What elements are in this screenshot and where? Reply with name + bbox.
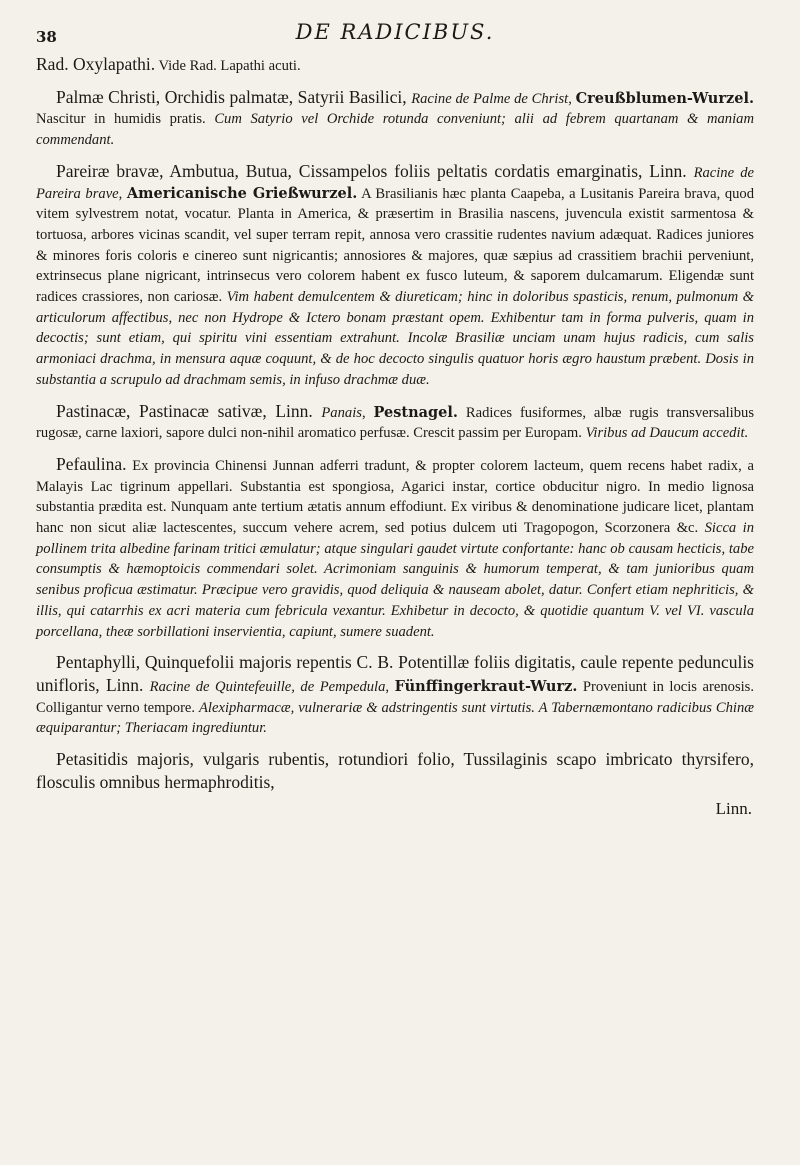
- german-name: Fünffingerkraut-Wurz.: [394, 677, 578, 695]
- german-name: Pestnagel.: [373, 403, 458, 421]
- running-head: [36, 18, 754, 48]
- entry-pentaphylli: [36, 652, 754, 739]
- entry-pefaulina: [36, 454, 754, 642]
- entry-head: Pefaulina.: [56, 453, 127, 474]
- german-name: Americanische Grießwurzel.: [126, 184, 358, 202]
- entry-body: Ex provincia Chinensi Junnan adferri tradunt, & propter colorem lacteum, quem recens habet radix, a Malayis Lac tigrinum appellari. Substantia est spongiosa, Agarici instar, cortice obducitur nigro. In medio lignosa substantia prædita est. Nunquam ante tertium ætatis annum effodiunt. Ex viribus & denominatione judicare licet, plantam hanc non sicut aliæ lactescentes, succum vehere acrem, sed potius dulcem uti Tragopogon, Scorzonera &c.: [36, 457, 754, 537]
- entry-body: Proveniunt in locis arenosis. Colligantur verno tempore.: [36, 678, 755, 716]
- separator: ,: [568, 90, 576, 107]
- entry-head: Pentaphylli, Quinquefolii majoris repentis C. B. Potentillæ foliis digitatis, caule repente pedunculis unifloris, Linn.: [36, 652, 754, 695]
- catchword: Linn.: [715, 798, 752, 818]
- entry-head: Pareiræ bravæ, Ambutua, Butua, Cissampelos foliis peltatis cordatis emarginatis, Linn.: [56, 160, 694, 181]
- entry-head: Rad. Oxylapathi.: [36, 54, 156, 74]
- entry-pareirae-bravae: [36, 161, 754, 391]
- entry-pastinacae: [36, 401, 754, 444]
- entry-note: Cum Satyrio vel Orchide rotunda conveniunt; alii ad febrem quartanam & maniam commendant.: [36, 111, 754, 149]
- entry-head: Petasitidis majoris, vulgaris rubentis, rotundiori folio, Tussilaginis scapo imbricato thyrsifero, flosculis omnibus hermaphroditis,: [36, 749, 754, 792]
- entry-body: Nascitur in humidis pratis.: [36, 111, 215, 128]
- entry-body: Radices fusiformes, albæ rugis transversalibus rugosæ, carne laxiori, sapore dulci non-nihil aromatico perfusæ. Crescit passim per Europam.: [36, 404, 754, 442]
- german-name: Creußblumen-Wurzel.: [575, 89, 755, 107]
- entry-petasitidis: [36, 749, 754, 794]
- entry-head: Palmæ Christi, Orchidis palmatæ, Satyrii Basilici,: [56, 86, 412, 107]
- entry-palmae-christi: [36, 87, 754, 151]
- entry-oxylapathi: [36, 54, 754, 77]
- running-title: DE RADICIBUS.: [295, 20, 495, 44]
- entry-body: Vide Rad. Lapathi acuti.: [155, 58, 301, 74]
- french-name: Panais: [321, 404, 362, 421]
- separator: ,: [118, 185, 127, 202]
- page-number: 38: [36, 28, 57, 46]
- entry-body: A Brasilianis hæc planta Caapeba, a Lusitanis Pareira brava, quod vitem sylvestrem notat, vocatur. Planta in America, & præsertim in Brasilia nascens, juvencula existit sarmentosa & tortuosa, arbores vicinas scandit, vel super terram repit, annosa vero crassitie rudentes navium adæquat. Radices juniores & minores foris coloris e cinereo sunt nigricantis; annosiores & majores, quæ sæpius ad crassitiem brachii perveniunt, extrinsecus plane nigricant, intrinsecus vero colorem habent ex fusco luteum, & saporem dulcamarum. Eligendæ sunt radices crassiores, non cariosæ.: [36, 185, 755, 306]
- french-name: Racine de Palme de Christ: [411, 90, 569, 107]
- entry-note: Viribus ad Daucum accedit.: [585, 425, 749, 442]
- separator: ,: [361, 404, 374, 421]
- entry-note: Vim habent demulcentem & diureticam; hinc in doloribus spasticis, renum, pulmonum & articulorum affectibus, nec non Hydrope & Ictero bonam præstant opem. Exhibentur tam in forma pulveris, quam in decoctis; sunt etiam, qui spiritu vini essentiam extrahunt. Incolæ Brasiliæ unciam unam hujus radicis, cum salis armoniaci drachma, in mensura aquæ coquunt, & de hoc decocto singulis quatuor horis ægro haustum præbent. Dosis in substantia a scrupulo ad drachmam semis, in infuso drachmæ duæ.: [36, 289, 754, 388]
- entry-note: Sicca in pollinem trita albedine farinam tritici æmulatur; atque singulari gaudet virtute confortante: hanc ob causam hecticis, tabe consumptis & hæmoptoicis commendari solet. Acrimoniam sanguinis & humorum temperat, & tam junioribus quam senibus proficua æstimatur. Præcipue vero gravidis, quod deliquia & nauseam abolet, datur. Confert etiam nephriticis, & illis, qui catarrhis ex acri materia cum febricula vexantur. Exhibetur in decocto, & quotidie quantum V. vel VI. vascula porcellana, theæ sorbillationi inservientia, capiunt, sumere suadent.: [36, 520, 754, 640]
- french-name: Racine de Pareira brave: [36, 164, 755, 202]
- entry-head: Pastinacæ, Pastinacæ sativæ, Linn.: [56, 400, 322, 421]
- french-name: Racine de Quintefeuille, de Pempedula: [149, 678, 386, 695]
- separator: ,: [385, 678, 395, 695]
- entry-note: Alexipharmacæ, vulnerariæ & adstringentis sunt virtutis. A Tabernæmontano radicibus Chinæ æquiparantur; Theriacam ingrediuntur.: [36, 699, 754, 737]
